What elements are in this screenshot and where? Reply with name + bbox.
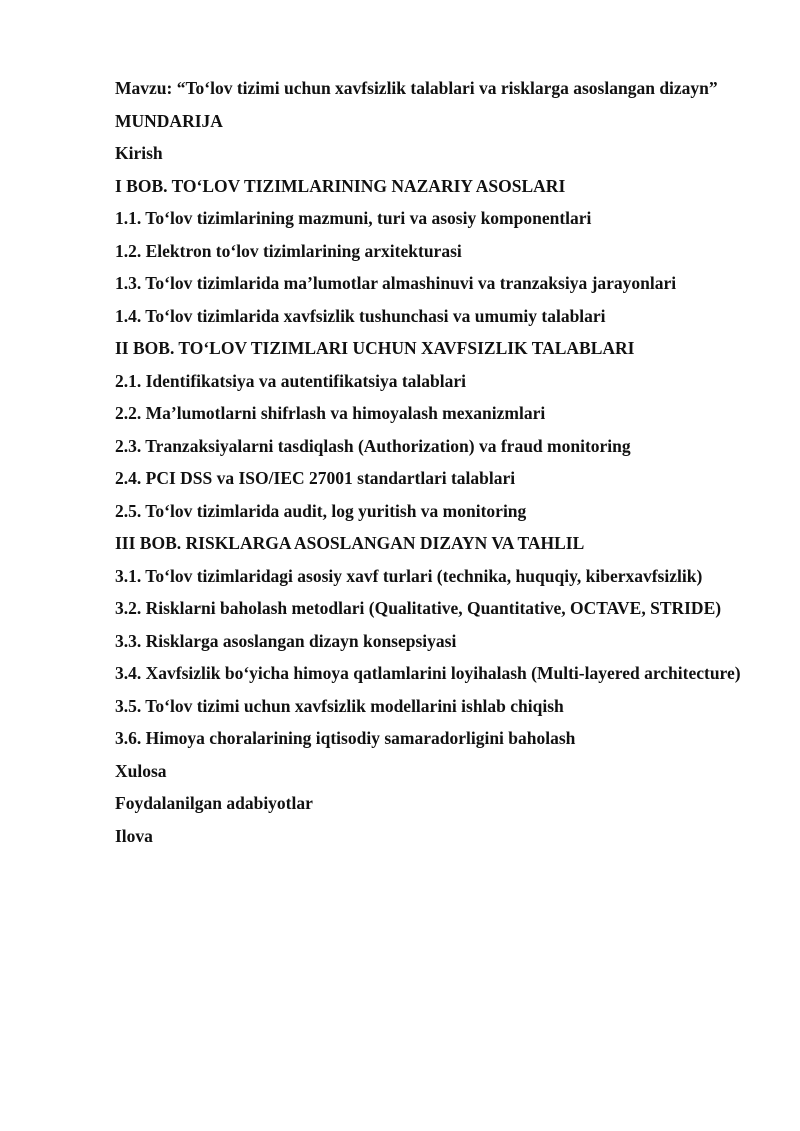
- toc-entry-references: Foydalanilgan adabiyotlar: [115, 793, 313, 813]
- toc-section-3-5: 3.5. To‘lov tizimi uchun xavfsizlik modellarini ishlab chiqish: [115, 695, 564, 716]
- toc-entry-introduction: Kirish: [115, 143, 163, 163]
- toc-section-3-4: 3.4. Xavfsizlik bo‘yicha himoya qatlamlarini loyihalash (Multi-layered architecture): [115, 663, 741, 683]
- toc-section-1-1: 1.1. To‘lov tizimlarining mazmuni, turi va asosiy komponentlari: [115, 208, 592, 228]
- toc-chapter-1: I BOB. TO‘LOV TIZIMLARINING NAZARIY ASOSLARI: [115, 175, 566, 196]
- toc-chapter-2: II BOB. TO‘LOV TIZIMLARI UCHUN XAVFSIZLIK TALABLARI: [115, 338, 635, 358]
- toc-section-3-2: 3.2. Risklarni baholash metodlari (Qualitative, Quantitative, OCTAVE, STRIDE): [115, 598, 722, 618]
- document-page: [115, 72, 742, 852]
- toc-section-1-2: 1.2. Elektron to‘lov tizimlarining arxitekturasi: [115, 240, 462, 261]
- toc-section-2-1: 2.1. Identifikatsiya va autentifikatsiya talablari: [115, 370, 466, 391]
- toc-section-2-2: 2.2. Ma’lumotlarni shifrlash va himoyalash mexanizmlari: [115, 403, 546, 423]
- toc-section-2-4: 2.4. PCI DSS va ISO/IEC 27001 standartlari talablari: [115, 468, 516, 488]
- toc-section-1-4: 1.4. To‘lov tizimlarida xavfsizlik tushunchasi va umumiy talablari: [115, 305, 606, 326]
- toc-section-1-3: 1.3. To‘lov tizimlarida ma’lumotlar almashinuvi va tranzaksiya jarayonlari: [115, 273, 677, 293]
- toc-section-3-1: 3.1. To‘lov tizimlaridagi asosiy xavf turlari (technika, huquqiy, kiberxavfsizlik): [115, 565, 703, 586]
- document-title: Mavzu: “To‘lov tizimi uchun xavfsizlik talablari va risklarga asoslangan dizayn”: [115, 78, 718, 98]
- toc-heading: MUNDARIJA: [115, 110, 223, 131]
- toc-section-3-6: 3.6. Himoya choralarining iqtisodiy samaradorligini baholash: [115, 728, 576, 748]
- toc-entry-conclusion: Xulosa: [115, 760, 167, 781]
- toc-entry-appendix: Ilova: [115, 825, 153, 846]
- toc-section-2-3: 2.3. Tranzaksiyalarni tasdiqlash (Authorization) va fraud monitoring: [115, 435, 631, 456]
- toc-chapter-3: III BOB. RISKLARGA ASOSLANGAN DIZAYN VA TAHLIL: [115, 533, 585, 553]
- toc-section-2-5: 2.5. To‘lov tizimlarida audit, log yuritish va monitoring: [115, 500, 527, 521]
- toc-section-3-3: 3.3. Risklarga asoslangan dizayn konsepsiyasi: [115, 630, 457, 651]
